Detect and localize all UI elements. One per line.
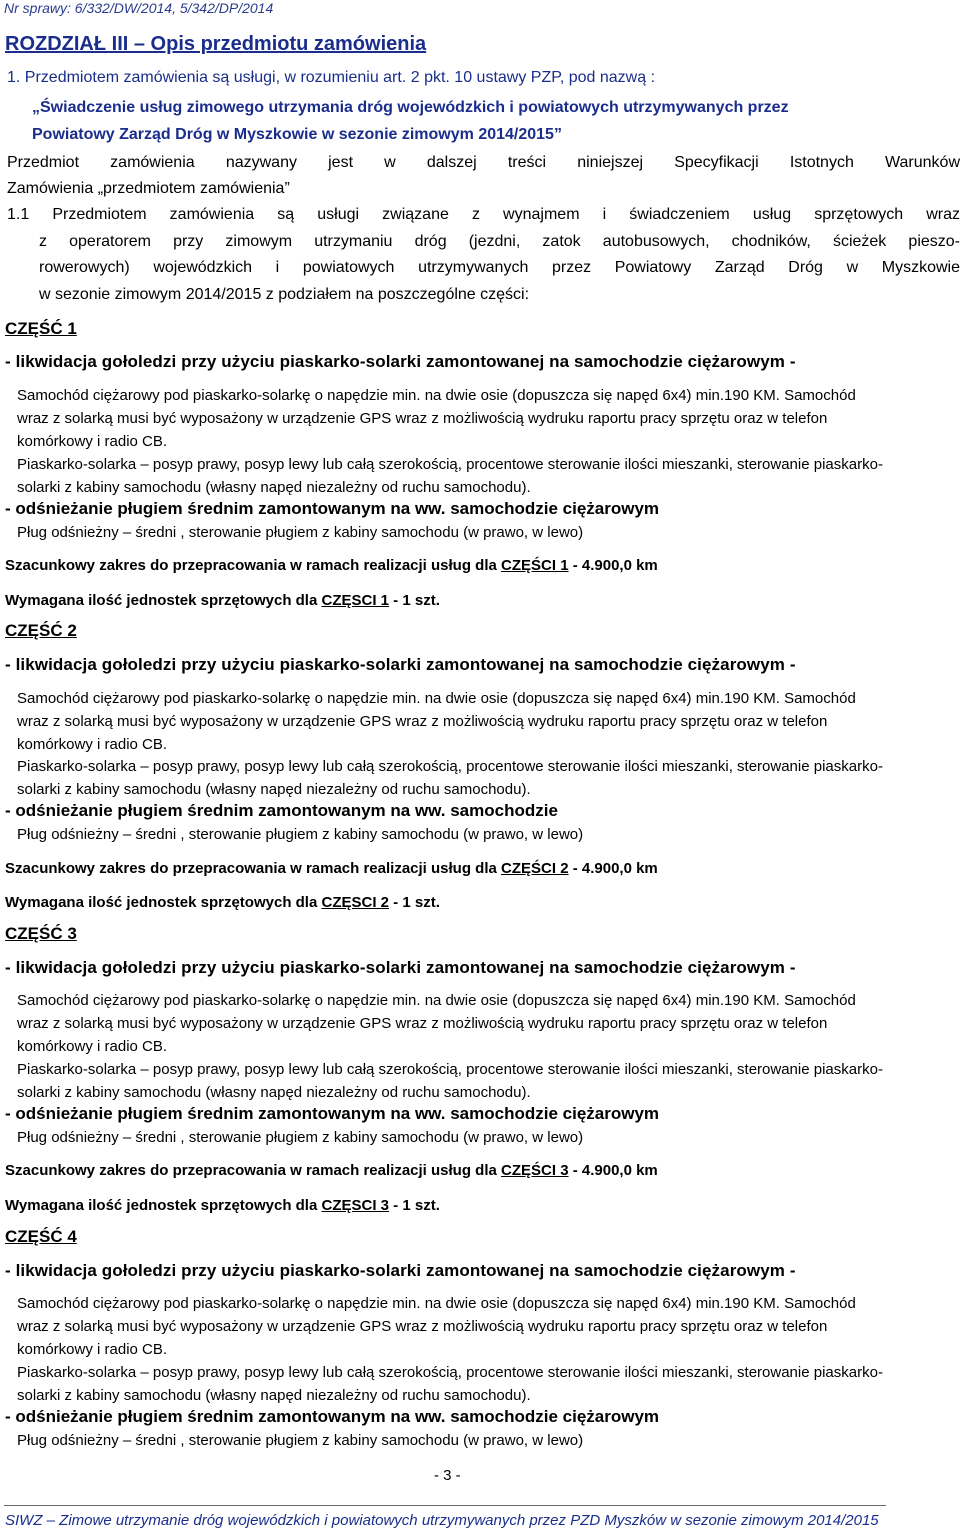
- p11-line-2: z operatorem przy zimowym utrzymaniu dróg (jezdni, zatok autobusowych, chodników, ścieżek pieszo-: [39, 233, 960, 250]
- truck-spec-line-2: wraz z solarką musi być wyposażony w urządzenie GPS wraz z możliwością wydruku raportu pracy sprzętu oraz w telefon: [17, 713, 828, 730]
- required-units: Wymagana ilość jednostek sprzętowych dla CZĘSCI 2 - 1 szt.: [5, 894, 440, 911]
- estimated-scope: Szacunkowy zakres do przepracowania w ramach realizacji usług dla CZĘŚCI 3 - 4.900,0 km: [5, 1162, 658, 1179]
- intro-line-5: Zamówienia „przedmiotem zamówienia”: [7, 180, 290, 197]
- truck-spec-line-3: komórkowy i radio CB.: [17, 433, 168, 450]
- plow-spec: Pług odśnieżny – średni , sterowanie pługiem z kabiny samochodu (w prawo, w lewo): [17, 1432, 584, 1449]
- truck-spec-line-2: wraz z solarką musi być wyposażony w urządzenie GPS wraz z możliwością wydruku raportu pracy sprzętu oraz w telefon: [17, 410, 828, 427]
- snow-plow-heading: - odśnieżanie pługiem średnim zamontowanym na ww. samochodzie ciężarowym: [5, 499, 660, 518]
- p11-line-1: 1.1 Przedmiotem zamówienia są usługi związane z wynajmem i świadczeniem usług sprzętowych wraz: [7, 206, 960, 223]
- spreader-spec-line-1: Piaskarko-solarka – posyp prawy, posyp lewy lub całą szerokością, procentowe sterowanie ilości mieszanki, sterowanie piaskarko-: [17, 1061, 883, 1078]
- deicing-heading: - likwidacja gołoledzi przy użyciu piaskarko-solarki zamontowanej na samochodzie ciężarowym -: [5, 655, 796, 674]
- truck-spec-line-1: Samochód ciężarowy pod piaskarko-solarkę o napędzie min. na dwie osie (dopuszcza się napęd 6x4) min.190 KM. Samochód: [17, 690, 856, 707]
- spreader-spec-line-1: Piaskarko-solarka – posyp prawy, posyp lewy lub całą szerokością, procentowe sterowanie ilości mieszanki, sterowanie piaskarko-: [17, 758, 883, 775]
- spreader-spec-line-2: solarki z kabiny samochodu (własny napęd niezależny od ruchu samochodu).: [17, 1387, 531, 1404]
- snow-plow-heading: - odśnieżanie pługiem średnim zamontowanym na ww. samochodzie: [5, 801, 558, 820]
- estimated-scope: Szacunkowy zakres do przepracowania w ramach realizacji usług dla CZĘŚCI 2 - 4.900,0 km: [5, 860, 658, 877]
- plow-spec: Pług odśnieżny – średni , sterowanie pługiem z kabiny samochodu (w prawo, w lewo): [17, 1129, 584, 1146]
- spreader-spec-line-2: solarki z kabiny samochodu (własny napęd niezależny od ruchu samochodu).: [17, 1084, 531, 1101]
- snow-plow-heading: - odśnieżanie pługiem średnim zamontowanym na ww. samochodzie ciężarowym: [5, 1407, 660, 1426]
- truck-spec-line-2: wraz z solarką musi być wyposażony w urządzenie GPS wraz z możliwością wydruku raportu pracy sprzętu oraz w telefon: [17, 1318, 828, 1335]
- p11-line-4: w sezonie zimowym 2014/2015 z podziałem na poszczególne części:: [39, 286, 530, 303]
- required-units: Wymagana ilość jednostek sprzętowych dla CZĘSCI 3 - 1 szt.: [5, 1197, 440, 1214]
- truck-spec-line-1: Samochód ciężarowy pod piaskarko-solarkę o napędzie min. na dwie osie (dopuszcza się napęd 6x4) min.190 KM. Samochód: [17, 992, 856, 1009]
- intro-line-2: „Świadczenie usług zimowego utrzymania dróg wojewódzkich i powiatowych utrzymywanych przez: [32, 99, 789, 116]
- part-heading: CZĘŚĆ 4: [5, 1227, 77, 1246]
- spreader-spec-line-1: Piaskarko-solarka – posyp prawy, posyp lewy lub całą szerokością, procentowe sterowanie ilości mieszanki, sterowanie piaskarko-: [17, 456, 883, 473]
- spreader-spec-line-2: solarki z kabiny samochodu (własny napęd niezależny od ruchu samochodu).: [17, 781, 531, 798]
- deicing-heading: - likwidacja gołoledzi przy użyciu piaskarko-solarki zamontowanej na samochodzie ciężarowym -: [5, 352, 796, 371]
- truck-spec-line-1: Samochód ciężarowy pod piaskarko-solarkę o napędzie min. na dwie osie (dopuszcza się napęd 6x4) min.190 KM. Samochód: [17, 387, 856, 404]
- truck-spec-line-3: komórkowy i radio CB.: [17, 1341, 168, 1358]
- truck-spec-line-3: komórkowy i radio CB.: [17, 1038, 168, 1055]
- truck-spec-line-3: komórkowy i radio CB.: [17, 736, 168, 753]
- snow-plow-heading: - odśnieżanie pługiem średnim zamontowanym na ww. samochodzie ciężarowym: [5, 1104, 660, 1123]
- p11-line-3: rowerowych) wojewódzkich i powiatowych utrzymywanych przez Powiatowy Zarząd Dróg w Myszkowie: [39, 259, 960, 276]
- case-number-header: Nr sprawy: 6/332/DW/2014, 5/342/DP/2014: [4, 0, 274, 16]
- spreader-spec-line-2: solarki z kabiny samochodu (własny napęd niezależny od ruchu samochodu).: [17, 479, 531, 496]
- intro-line-1: 1. Przedmiotem zamówienia są usługi, w rozumieniu art. 2 pkt. 10 ustawy PZP, pod nazwą :: [7, 69, 656, 86]
- page-number: - 3 -: [434, 1467, 461, 1484]
- intro-line-4: Przedmiot zamówienia nazywany jest w dalszej treści niniejszej Specyfikacji Istotnych Warunków: [7, 154, 960, 171]
- deicing-heading: - likwidacja gołoledzi przy użyciu piaskarko-solarki zamontowanej na samochodzie ciężarowym -: [5, 958, 796, 977]
- chapter-title: ROZDZIAŁ III – Opis przedmiotu zamówienia: [5, 33, 427, 55]
- required-units: Wymagana ilość jednostek sprzętowych dla CZĘSCI 1 - 1 szt.: [5, 592, 440, 609]
- spreader-spec-line-1: Piaskarko-solarka – posyp prawy, posyp lewy lub całą szerokością, procentowe sterowanie ilości mieszanki, sterowanie piaskarko-: [17, 1364, 883, 1381]
- part-heading: CZĘŚĆ 3: [5, 924, 77, 943]
- part-heading: CZĘŚĆ 1: [5, 319, 77, 338]
- plow-spec: Pług odśnieżny – średni , sterowanie pługiem z kabiny samochodu (w prawo, w lewo): [17, 826, 584, 843]
- truck-spec-line-2: wraz z solarką musi być wyposażony w urządzenie GPS wraz z możliwością wydruku raportu pracy sprzętu oraz w telefon: [17, 1015, 828, 1032]
- estimated-scope: Szacunkowy zakres do przepracowania w ramach realizacji usług dla CZĘŚCI 1 - 4.900,0 km: [5, 557, 658, 574]
- plow-spec: Pług odśnieżny – średni , sterowanie pługiem z kabiny samochodu (w prawo, w lewo): [17, 524, 584, 541]
- part-heading: CZĘŚĆ 2: [5, 621, 77, 640]
- truck-spec-line-1: Samochód ciężarowy pod piaskarko-solarkę o napędzie min. na dwie osie (dopuszcza się napęd 6x4) min.190 KM. Samochód: [17, 1295, 856, 1312]
- deicing-heading: - likwidacja gołoledzi przy użyciu piaskarko-solarki zamontowanej na samochodzie ciężarowym -: [5, 1261, 796, 1280]
- footer-divider: [4, 1505, 886, 1506]
- intro-line-3: Powiatowy Zarząd Dróg w Myszkowie w sezonie zimowym 2014/2015”: [32, 126, 562, 143]
- footer-text: SIWZ – Zimowe utrzymanie dróg wojewódzkich i powiatowych utrzymywanych przez PZD Myszków w sezonie zimowym 2014/2015: [5, 1512, 879, 1529]
